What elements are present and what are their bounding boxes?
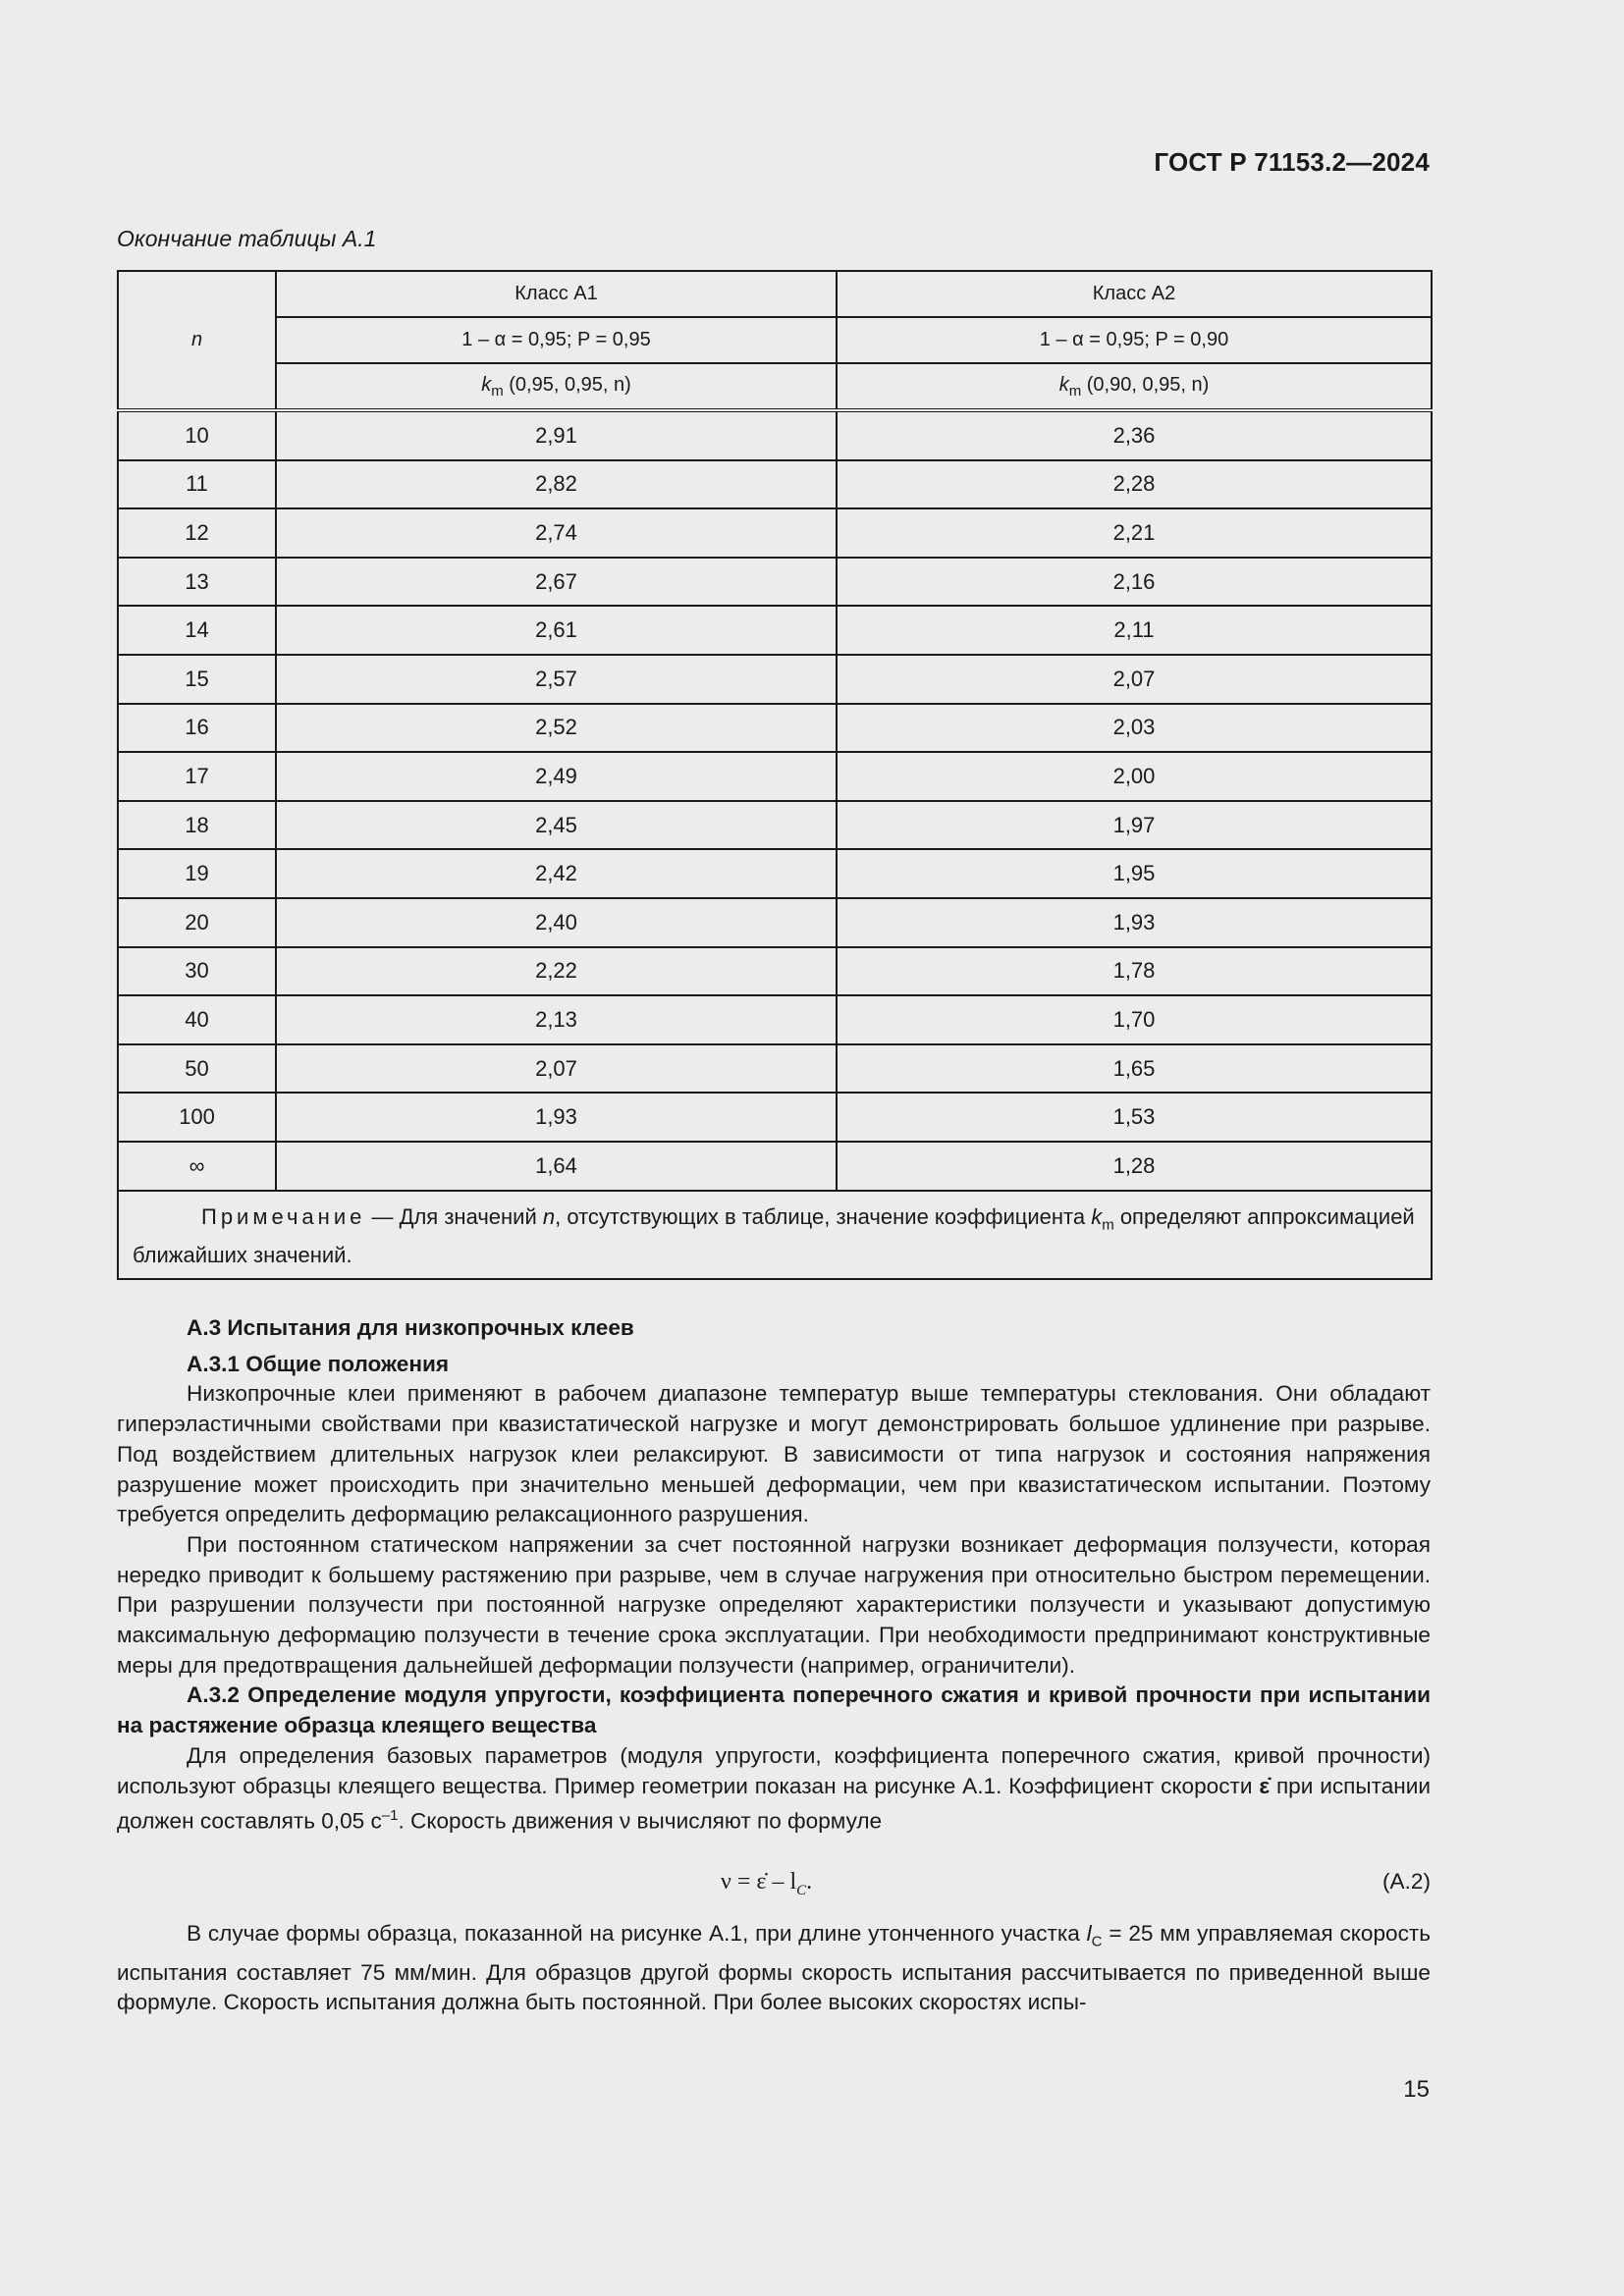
cell-n: 12 bbox=[118, 508, 276, 558]
lc-symbol: l bbox=[1086, 1921, 1092, 1947]
table-row bbox=[118, 460, 1432, 509]
cell-n: 19 bbox=[118, 849, 276, 898]
km-a1-args: (0,95, 0,95, n) bbox=[509, 373, 631, 396]
table-row bbox=[118, 606, 1432, 655]
superscript: –1 bbox=[381, 1807, 399, 1825]
cell-a1: 2,61 bbox=[276, 606, 837, 655]
cell-a2: 1,97 bbox=[837, 801, 1432, 850]
formula-sub: C bbox=[796, 1883, 807, 1899]
cell-n: 18 bbox=[118, 801, 276, 850]
col-header-class-a2: Класс А2 bbox=[837, 271, 1432, 317]
text-span: = 25 мм управляемая скорость испытания составляет 75 мм/мин. Для образцов другой формы скорость испытания рассчитывается по приведенной выше формуле. Скорость испытания должна быть постоянной. При более высоких скоростях испы- bbox=[117, 1921, 1431, 2015]
paragraph bbox=[117, 1741, 1431, 1838]
table-row bbox=[118, 995, 1432, 1044]
note-km-sub: m bbox=[1102, 1215, 1114, 1233]
cell-n: 100 bbox=[118, 1093, 276, 1142]
table-row bbox=[118, 558, 1432, 607]
cell-a2: 2,21 bbox=[837, 508, 1432, 558]
note-km: k bbox=[1091, 1203, 1103, 1229]
text-span: Для определения базовых параметров (модуля упругости, коэффициента поперечного сжатия, кривой прочности) используют образцы клеящего вещества. Пример геометрии показан на рисунке А.1. Коэффициент скорости bbox=[117, 1742, 1431, 1798]
table-row bbox=[118, 849, 1432, 898]
table-note bbox=[118, 1191, 1432, 1279]
cell-a1: 2,74 bbox=[276, 508, 837, 558]
cell-n: 13 bbox=[118, 558, 276, 607]
note-n: n bbox=[542, 1203, 556, 1229]
table-row bbox=[118, 410, 1432, 460]
cond-a1 bbox=[276, 317, 837, 363]
table-row bbox=[118, 1093, 1432, 1142]
table-body bbox=[118, 410, 1432, 1191]
cell-a2: 1,28 bbox=[837, 1142, 1432, 1191]
table-row bbox=[118, 508, 1432, 558]
cell-a2: 1,93 bbox=[837, 898, 1432, 947]
cell-a1: 1,93 bbox=[276, 1093, 837, 1142]
cell-a1: 2,91 bbox=[276, 410, 837, 460]
table-a1-end bbox=[117, 270, 1431, 1280]
table-row bbox=[118, 801, 1432, 850]
table-caption: Окончание таблицы А.1 bbox=[117, 226, 377, 251]
table-row bbox=[118, 752, 1432, 801]
cell-a1: 2,45 bbox=[276, 801, 837, 850]
cell-n: 11 bbox=[118, 460, 276, 509]
paragraph: Низкопрочные клеи применяют в рабочем диапазоне температур выше температуры стеклования. Они обладают гиперэластичными свойствами при квазистатической нагрузке и могут демонстрировать большое удлинение при разрыве. Под воздействием длительных нагрузок клеи релаксируют. В зависимости от типа нагрузок и состояния напряжения разрушение может происходить при значительно меньшей деформации, чем при квазистатическом испытании. Поэтому требуется определить деформацию релаксационного разрушения. bbox=[117, 1381, 1431, 1527]
section-a32-title: А.3.2 Определение модуля упругости, коэффициента поперечного сжатия и кривой прочности при испытании на растяжение образца клеящего вещества bbox=[117, 1682, 1431, 1738]
formula-number: (А.2) bbox=[1382, 1869, 1431, 1895]
table-row bbox=[118, 898, 1432, 947]
cell-n: ∞ bbox=[118, 1142, 276, 1191]
table-row bbox=[118, 1142, 1432, 1191]
cell-a1: 2,22 bbox=[276, 947, 837, 996]
epsilon-dot: ε̇ bbox=[1259, 1773, 1271, 1798]
cell-n: 20 bbox=[118, 898, 276, 947]
cell-n: 30 bbox=[118, 947, 276, 996]
note-label: Примечание bbox=[201, 1203, 366, 1229]
km-symbol: k bbox=[481, 373, 492, 396]
cell-a2: 2,00 bbox=[837, 752, 1432, 801]
cell-a1: 2,57 bbox=[276, 655, 837, 704]
section-a31-title: А.3.1 Общие положения bbox=[187, 1351, 450, 1376]
text-span: В случае формы образца, показанной на рисунке А.1, при длине утонченного участка bbox=[187, 1921, 1087, 1947]
cond-a2 bbox=[837, 317, 1432, 363]
cell-a1: 2,13 bbox=[276, 995, 837, 1044]
text-span: при испытании должен составлять 0,05 с bbox=[117, 1773, 1432, 1834]
formula-expression bbox=[721, 1867, 812, 1906]
cell-n: 17 bbox=[118, 752, 276, 801]
note-text-3: определяют аппроксимацией ближайших значений. bbox=[133, 1203, 1415, 1267]
cond-a1-text: 1 – α = 0,95; P = 0,95 bbox=[461, 329, 651, 350]
km-sub: m bbox=[1068, 382, 1082, 400]
cell-a1: 1,64 bbox=[276, 1142, 837, 1191]
col-header-n: n bbox=[118, 271, 276, 410]
cell-a2: 1,53 bbox=[837, 1093, 1432, 1142]
cell-a2: 2,16 bbox=[837, 558, 1432, 607]
km-a2-args: (0,90, 0,95, n) bbox=[1086, 373, 1210, 396]
col-header-class-a1: Класс А1 bbox=[276, 271, 837, 317]
body-text bbox=[117, 1313, 1431, 2018]
cell-n: 50 bbox=[118, 1044, 276, 1094]
lc-sub: C bbox=[1091, 1934, 1103, 1950]
note-text-1: — Для значений bbox=[365, 1203, 543, 1229]
cell-a1: 2,42 bbox=[276, 849, 837, 898]
table-row bbox=[118, 655, 1432, 704]
table-row bbox=[118, 947, 1432, 996]
table-row bbox=[118, 704, 1432, 753]
km-symbol: k bbox=[1058, 373, 1069, 396]
text-span: . Скорость движения ν вычисляют по формуле bbox=[398, 1808, 883, 1834]
cell-n: 16 bbox=[118, 704, 276, 753]
cell-a1: 2,82 bbox=[276, 460, 837, 509]
cell-a2: 1,65 bbox=[837, 1044, 1432, 1094]
km-a2 bbox=[837, 363, 1432, 410]
section-a3-title: А.3 Испытания для низкопрочных клеев bbox=[187, 1315, 634, 1340]
formula-end: . bbox=[806, 1869, 813, 1896]
note-text-2: , отсутствующих в таблице, значение коэффициента bbox=[555, 1203, 1092, 1229]
cell-a2: 2,07 bbox=[837, 655, 1432, 704]
cell-a1: 2,49 bbox=[276, 752, 837, 801]
cell-a1: 2,40 bbox=[276, 898, 837, 947]
cell-n: 15 bbox=[118, 655, 276, 704]
formula-a2 bbox=[117, 1852, 1431, 1911]
cell-a2: 1,95 bbox=[837, 849, 1432, 898]
cell-n: 10 bbox=[118, 410, 276, 460]
document-code: ГОСТ Р 71153.2—2024 bbox=[1154, 147, 1430, 177]
cell-a2: 1,78 bbox=[837, 947, 1432, 996]
cell-a2: 2,28 bbox=[837, 460, 1432, 509]
km-a1 bbox=[276, 363, 837, 410]
page-number: 15 bbox=[1403, 2076, 1430, 2103]
cell-a2: 2,11 bbox=[837, 606, 1432, 655]
cond-a2-text: 1 – α = 0,95; P = 0,90 bbox=[1039, 329, 1229, 350]
cell-a1: 2,67 bbox=[276, 558, 837, 607]
table-row bbox=[118, 1044, 1432, 1094]
formula-main: ν = ε̇ – l bbox=[721, 1869, 797, 1896]
paragraph: При постоянном статическом напряжении за счет постоянной нагрузки возникает деформация ползучести, которая нередко приводит к большему растяжению при разрыве, чем в случае нагружения при относительно быстром перемещении. При разрушении ползучести при постоянной нагрузке определяют характеристики ползучести и указывают допустимую максимальную деформацию ползучести в течение срока эксплуатации. При необходимости предпринимают конструктивные меры для предотвращения дальнейшей деформации ползучести (например, ограничители). bbox=[117, 1531, 1431, 1678]
cell-a1: 2,07 bbox=[276, 1044, 837, 1094]
cell-a2: 1,70 bbox=[837, 995, 1432, 1044]
paragraph bbox=[117, 1919, 1431, 2018]
km-sub: m bbox=[491, 382, 504, 400]
cell-a2: 2,03 bbox=[837, 704, 1432, 753]
cell-n: 40 bbox=[118, 995, 276, 1044]
cell-a1: 2,52 bbox=[276, 704, 837, 753]
cell-a2: 2,36 bbox=[837, 410, 1432, 460]
cell-n: 14 bbox=[118, 606, 276, 655]
